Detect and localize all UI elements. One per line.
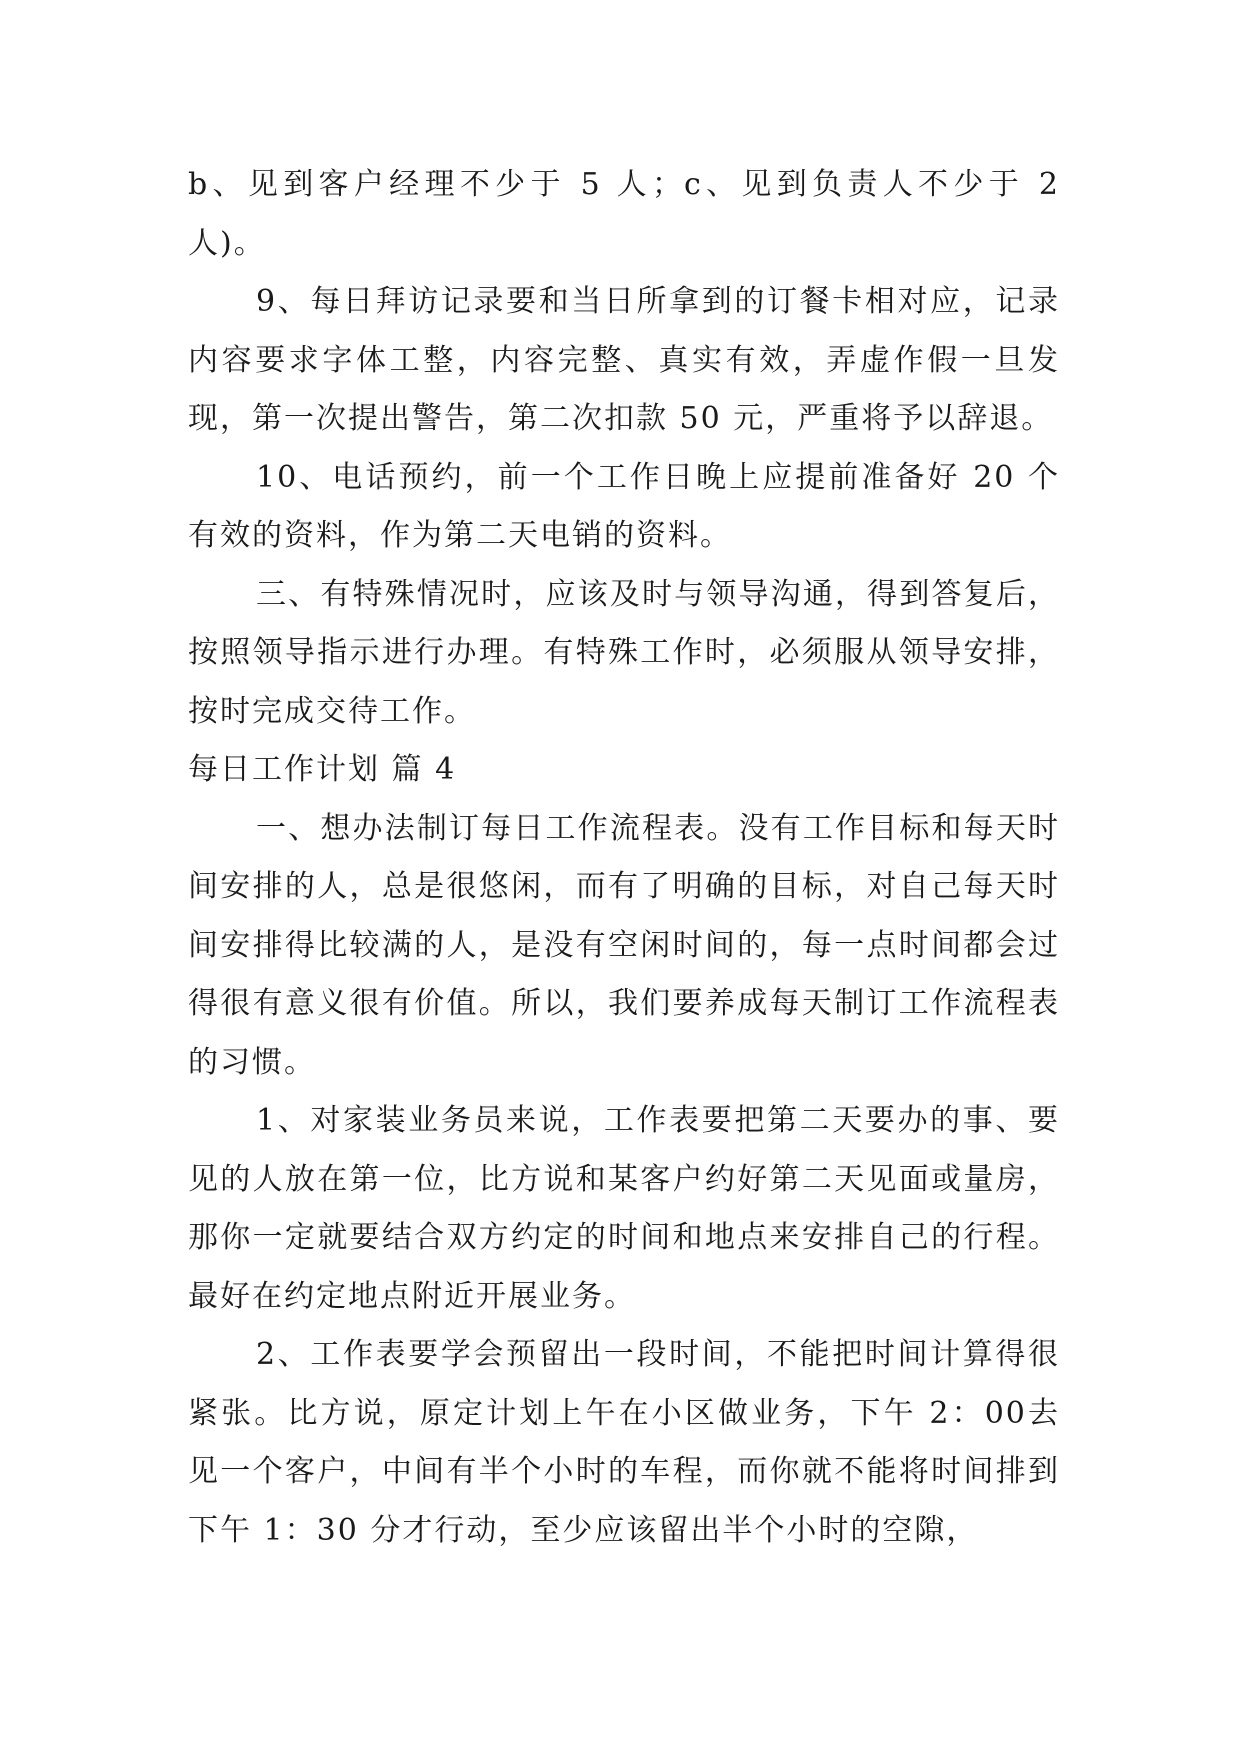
paragraph-item-9: 9、每日拜访记录要和当日所拿到的订餐卡相对应，记录内容要求字体工整，内容完整、真实有效，弄虚作假一旦发现，第一次提出警告，第二次扣款 50 元，严重将予以辞退。 [188, 284, 1060, 436]
section-heading: 每日工作计划 篇 4 [188, 752, 457, 787]
paragraph-item-1: 1、对家装业务员来说，工作表要把第二天要办的事、要见的人放在第一位，比方说和某客户约好第二天见面或量房，那你一定就要结合双方约定的时间和地点来安排自己的行程。最好在约定地点附近开展业务。 [188, 1103, 1060, 1314]
paragraph-item-2: 2、工作表要学会预留出一段时间，不能把时间计算得很紧张。比方说，原定计划上午在小区做业务，下午 2：00去见一个客户，中间有半个小时的车程，而你就不能将时间排到下午 1：30 分才行动，至少应该留出半个小时的空隙， [188, 1337, 1060, 1548]
document-page [188, 156, 1060, 1560]
paragraph-section-1: 一、想办法制订每日工作流程表。没有工作目标和每天时间安排的人，总是很悠闲，而有了明确的目标，对自己每天时间安排得比较满的人，是没有空闲时间的，每一点时间都会过得很有意义很有价值。所以，我们要养成每天制订工作流程表的习惯。 [188, 810, 1060, 1080]
paragraph-section-3: 三、有特殊情况时，应该及时与领导沟通，得到答复后，按照领导指示进行办理。有特殊工作时，必须服从领导安排，按时完成交待工作。 [188, 576, 1060, 729]
paragraph-continuation: b、见到客户经理不少于 5 人；c、见到负责人不少于 2 人)。 [188, 167, 1060, 261]
paragraph-item-10: 10、电话预约，前一个工作日晚上应提前准备好 20 个有效的资料，作为第二天电销的资料。 [188, 459, 1060, 553]
